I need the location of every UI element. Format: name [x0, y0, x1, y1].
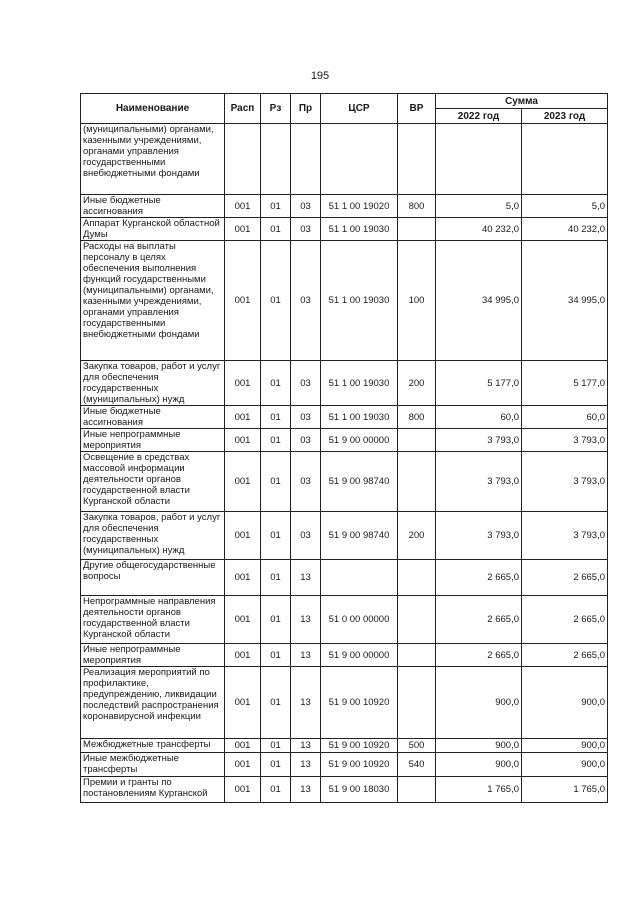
cell-csr: 51 9 00 00000: [321, 644, 398, 667]
cell-pr: 03: [291, 452, 321, 512]
cell-name: (муниципальными) органами, казенными учреждениями, органами управления государственными внебюджетными фондами: [81, 124, 225, 195]
cell-vr: 540: [398, 753, 436, 777]
cell-y2022: 900,0: [436, 739, 522, 753]
cell-vr: 100: [398, 241, 436, 361]
cell-y2022: 900,0: [436, 753, 522, 777]
cell-name: Иные бюджетные ассигнования: [81, 406, 225, 429]
cell-name: Иные непрограммные мероприятия: [81, 429, 225, 452]
cell-csr: 51 9 00 10920: [321, 753, 398, 777]
cell-y2023: 2 665,0: [522, 560, 608, 596]
cell-name: Закупка товаров, работ и услуг для обеспечения государственных (муниципальных) нужд: [81, 361, 225, 406]
cell-pr: 13: [291, 667, 321, 739]
table-row: [81, 406, 608, 429]
cell-y2022: [436, 124, 522, 195]
cell-pr: 13: [291, 753, 321, 777]
cell-rasp: 001: [225, 596, 261, 644]
table-row: [81, 596, 608, 644]
cell-pr: 13: [291, 739, 321, 753]
cell-rz: 01: [261, 739, 291, 753]
table-row: [81, 777, 608, 803]
header-2023: 2023 год: [522, 109, 608, 124]
cell-y2023: [522, 124, 608, 195]
cell-vr: 500: [398, 739, 436, 753]
cell-pr: 13: [291, 560, 321, 596]
cell-pr: 13: [291, 777, 321, 803]
cell-vr: 200: [398, 361, 436, 406]
cell-y2023: 5,0: [522, 195, 608, 218]
cell-pr: [291, 124, 321, 195]
cell-rz: 01: [261, 429, 291, 452]
table-row: [81, 667, 608, 739]
cell-vr: [398, 560, 436, 596]
cell-vr: 800: [398, 195, 436, 218]
cell-name: Премии и гранты по постановлениям Курганской: [81, 777, 225, 803]
cell-rasp: 001: [225, 667, 261, 739]
cell-y2022: 3 793,0: [436, 512, 522, 560]
cell-y2022: 5,0: [436, 195, 522, 218]
table-row: [81, 739, 608, 753]
cell-vr: [398, 667, 436, 739]
cell-y2022: 1 765,0: [436, 777, 522, 803]
cell-csr: 51 1 00 19030: [321, 406, 398, 429]
cell-rz: 01: [261, 452, 291, 512]
cell-rz: 01: [261, 753, 291, 777]
cell-rz: 01: [261, 560, 291, 596]
cell-vr: [398, 596, 436, 644]
cell-rz: 01: [261, 406, 291, 429]
table-row: [81, 241, 608, 361]
cell-y2023: 2 665,0: [522, 644, 608, 667]
cell-y2022: 2 665,0: [436, 560, 522, 596]
cell-rasp: 001: [225, 218, 261, 241]
cell-rz: 01: [261, 512, 291, 560]
table-body: [81, 124, 608, 803]
cell-y2023: 5 177,0: [522, 361, 608, 406]
cell-pr: 03: [291, 195, 321, 218]
cell-rz: 01: [261, 667, 291, 739]
header-name: Наименование: [81, 94, 225, 124]
cell-rz: 01: [261, 644, 291, 667]
cell-rasp: 001: [225, 560, 261, 596]
cell-csr: 51 1 00 19030: [321, 241, 398, 361]
cell-csr: 51 9 00 18030: [321, 777, 398, 803]
cell-rz: 01: [261, 777, 291, 803]
cell-rz: 01: [261, 241, 291, 361]
cell-name: Межбюджетные трансферты: [81, 739, 225, 753]
cell-csr: 51 9 00 10920: [321, 739, 398, 753]
header-rasp: Расп: [225, 94, 261, 124]
cell-y2023: 900,0: [522, 739, 608, 753]
cell-vr: [398, 452, 436, 512]
header-csr: ЦСР: [321, 94, 398, 124]
cell-pr: 13: [291, 644, 321, 667]
cell-rasp: 001: [225, 739, 261, 753]
cell-rz: 01: [261, 218, 291, 241]
cell-y2022: 2 665,0: [436, 644, 522, 667]
cell-pr: 03: [291, 512, 321, 560]
cell-rasp: 001: [225, 195, 261, 218]
table-header: [81, 94, 608, 124]
cell-rasp: 001: [225, 406, 261, 429]
cell-csr: 51 9 00 98740: [321, 452, 398, 512]
table-row: [81, 195, 608, 218]
cell-pr: 03: [291, 429, 321, 452]
cell-y2022: 34 995,0: [436, 241, 522, 361]
page-number: 195: [310, 70, 330, 82]
table-row: [81, 512, 608, 560]
cell-y2023: 40 232,0: [522, 218, 608, 241]
cell-y2023: 3 793,0: [522, 452, 608, 512]
cell-vr: [398, 218, 436, 241]
cell-y2023: 900,0: [522, 667, 608, 739]
table-row: [81, 429, 608, 452]
cell-vr: 800: [398, 406, 436, 429]
cell-csr: 51 9 00 00000: [321, 429, 398, 452]
cell-rasp: 001: [225, 644, 261, 667]
cell-rasp: 001: [225, 512, 261, 560]
cell-y2023: 3 793,0: [522, 429, 608, 452]
cell-y2023: 1 765,0: [522, 777, 608, 803]
cell-name: Непрограммные направления деятельности органов государственной власти Курганской области: [81, 596, 225, 644]
cell-csr: [321, 124, 398, 195]
cell-rasp: 001: [225, 429, 261, 452]
cell-name: Иные непрограммные мероприятия: [81, 644, 225, 667]
cell-name: Другие общегосударственные вопросы: [81, 560, 225, 596]
cell-y2023: 60,0: [522, 406, 608, 429]
cell-rasp: 001: [225, 241, 261, 361]
cell-pr: 13: [291, 596, 321, 644]
cell-y2022: 3 793,0: [436, 452, 522, 512]
cell-pr: 03: [291, 218, 321, 241]
cell-pr: 03: [291, 406, 321, 429]
table-row: [81, 644, 608, 667]
cell-csr: [321, 560, 398, 596]
header-vr: ВР: [398, 94, 436, 124]
cell-name: Аппарат Курганской областной Думы: [81, 218, 225, 241]
cell-pr: 03: [291, 361, 321, 406]
cell-vr: [398, 429, 436, 452]
table-row: [81, 753, 608, 777]
cell-csr: 51 0 00 00000: [321, 596, 398, 644]
cell-y2022: 60,0: [436, 406, 522, 429]
cell-vr: 200: [398, 512, 436, 560]
header-pr: Пр: [291, 94, 321, 124]
table-row: [81, 560, 608, 596]
cell-name: Расходы на выплаты персоналу в целях обеспечения выполнения функций государственными (муниципальными) органами, казенными учреждениями, органами управления государственными внебюджетными фондами: [81, 241, 225, 361]
header-2022: 2022 год: [436, 109, 522, 124]
cell-y2022: 900,0: [436, 667, 522, 739]
cell-rz: 01: [261, 596, 291, 644]
cell-y2023: 900,0: [522, 753, 608, 777]
cell-csr: 51 1 00 19030: [321, 218, 398, 241]
cell-vr: [398, 777, 436, 803]
cell-rasp: 001: [225, 777, 261, 803]
header-rz: Рз: [261, 94, 291, 124]
table-row: [81, 361, 608, 406]
cell-y2022: 2 665,0: [436, 596, 522, 644]
cell-vr: [398, 644, 436, 667]
cell-name: Закупка товаров, работ и услуг для обеспечения государственных (муниципальных) нужд: [81, 512, 225, 560]
cell-y2023: 2 665,0: [522, 596, 608, 644]
cell-name: Иные межбюджетные трансферты: [81, 753, 225, 777]
cell-rz: 01: [261, 195, 291, 218]
cell-y2023: 34 995,0: [522, 241, 608, 361]
cell-csr: 51 1 00 19020: [321, 195, 398, 218]
cell-rz: 01: [261, 361, 291, 406]
cell-vr: [398, 124, 436, 195]
cell-y2022: 40 232,0: [436, 218, 522, 241]
cell-name: Иные бюджетные ассигнования: [81, 195, 225, 218]
cell-pr: 03: [291, 241, 321, 361]
cell-csr: 51 9 00 98740: [321, 512, 398, 560]
cell-y2023: 3 793,0: [522, 512, 608, 560]
cell-rasp: [225, 124, 261, 195]
cell-rasp: 001: [225, 361, 261, 406]
cell-y2022: 5 177,0: [436, 361, 522, 406]
cell-csr: 51 1 00 19030: [321, 361, 398, 406]
cell-rz: [261, 124, 291, 195]
cell-rasp: 001: [225, 452, 261, 512]
table-row: [81, 452, 608, 512]
cell-name: Реализация мероприятий по профилактике, предупреждению, ликвидации последствий распространения коронавирусной инфекции: [81, 667, 225, 739]
cell-name: Освещение в средствах массовой информации деятельности органов государственной власти Курганской области: [81, 452, 225, 512]
cell-rasp: 001: [225, 753, 261, 777]
cell-csr: 51 9 00 10920: [321, 667, 398, 739]
table-row: [81, 218, 608, 241]
header-sum: Сумма: [436, 94, 608, 109]
budget-table: [80, 93, 608, 803]
cell-y2022: 3 793,0: [436, 429, 522, 452]
table-row: [81, 124, 608, 195]
